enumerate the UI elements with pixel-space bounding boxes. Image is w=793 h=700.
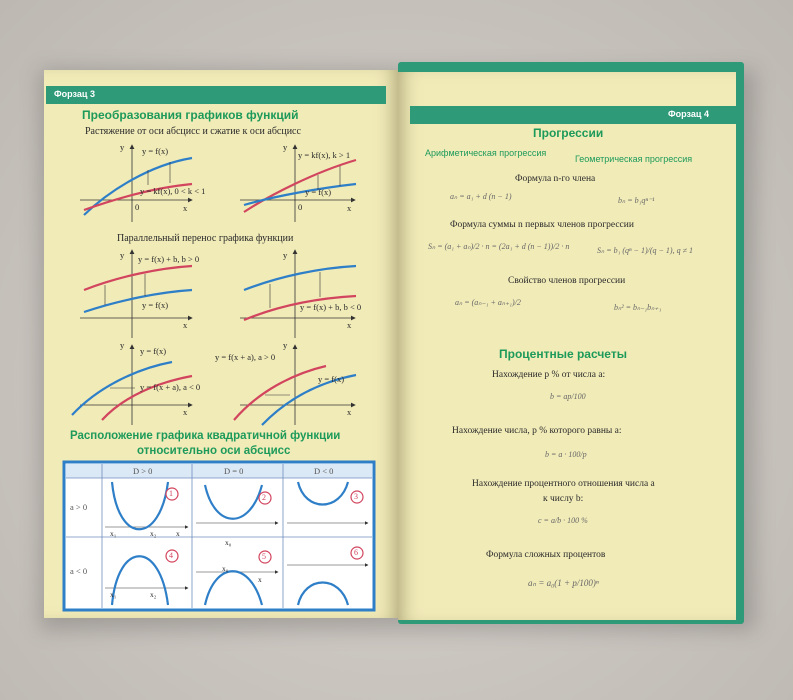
sum-arith: Sₙ = (a₁ + aₙ)/2 · n = (2a₁ + d (n − 1))/2 · n [428,242,570,251]
axis-o-2: 0 [298,202,303,212]
shift-subtitle: Параллельный перенос графика функции [117,233,294,244]
g3-label-2: y = f(x) [142,300,169,310]
row-a-neg: a < 0 [70,566,88,576]
axis-y-1: y [120,142,125,152]
col-d-pos: D > 0 [133,466,153,476]
axis-o-1: 0 [135,202,140,212]
pct-2-formula: b = a · 100/p [545,450,587,459]
col-d-zero: D = 0 [224,466,244,476]
g6-label-2: y = f(x) [318,374,345,384]
num-2: 2 [262,493,266,502]
axis-y-2: y [283,142,288,152]
pct-4-title: Формула сложных процентов [486,550,606,560]
right-header-label: Форзац 4 [668,109,709,119]
root-x1-b: x₁ [110,590,117,599]
g4-label-1: y = f(x) + b, b < 0 [300,302,362,312]
axis-x-1: x [183,203,188,213]
root-x2-b: x₂ [150,590,157,599]
left-header-label: Форзац 3 [54,89,95,99]
arith-title: Арифметическая прогрессия [425,148,547,158]
axis-x-4: x [347,320,352,330]
pct-1-formula: b = ap/100 [550,392,586,401]
axis-y-5: y [120,340,125,350]
percent-title: Процентные расчеты [499,347,627,361]
axis-y-6: y [283,340,288,350]
root-x-b: x [258,575,262,584]
geom-title: Геометрическая прогрессия [575,154,693,164]
root-x2-a: x₂ [150,529,157,538]
pct-1-title: Нахождение p % от числа a: [492,370,606,380]
quadratic-title-1: Расположение графика квадратичной функции [70,430,341,442]
g6-label-1: y = f(x + a), a > 0 [215,352,276,362]
quadratic-title-2: относительно оси абсцисс [137,445,291,457]
num-5: 5 [262,552,266,561]
nth-geom: bₙ = b₁qⁿ⁻¹ [618,196,655,205]
left-title: Преобразования графиков функций [82,108,299,122]
stretch-subtitle: Растяжение от оси абсцисс и сжатие к оси абсцисс [85,126,301,137]
axis-x-6: x [347,407,352,417]
root-x0-b: x₀ [222,564,229,573]
axis-y-4: y [283,250,288,260]
graph-shift-down [240,250,356,338]
g2-label-1: y = kf(x), k > 1 [298,150,351,160]
row-a-pos: a > 0 [70,502,88,512]
pct-3-formula: c = a/b · 100 % [538,516,588,525]
g5-label-1: y = f(x) [140,346,167,356]
num-1: 1 [169,489,173,498]
root-x-a: x [176,529,180,538]
pct-4-formula: aₙ = a₀(1 + p/100)ⁿ [528,578,599,588]
sum-title: Формула суммы n первых членов прогрессии [450,220,634,230]
root-x0-a: x₀ [225,538,232,547]
nth-arith: aₙ = a₁ + d (n − 1) [450,192,512,201]
axis-x-2: x [347,203,352,213]
pct-2-title: Нахождение числа, p % которого равны a: [452,426,622,436]
g5-label-2: y = f(x + a), a < 0 [140,382,201,392]
pct-3-title-a: Нахождение процентного отношения числа a [472,479,655,489]
prop-arith: aₙ = (aₙ₋₁ + aₙ₊₁)/2 [455,298,521,307]
axis-y-3: y [120,250,125,260]
g1-label-1: y = f(x) [142,146,169,156]
g1-label-2: y = kf(x), 0 < k < 1 [140,186,206,196]
g2-label-2: y = f(x) [305,187,332,197]
num-4: 4 [169,551,173,560]
col-d-neg: D < 0 [314,466,334,476]
prop-geom: bₙ² = bₙ₋₁bₙ₊₁ [614,303,662,312]
root-x1-a: x₁ [110,529,117,538]
nth-title: Формула n-го члена [515,174,596,184]
axis-x-3: x [183,320,188,330]
pct-3-title-b: к числу b: [543,494,584,504]
progressions-title: Прогрессии [533,126,604,140]
num-3: 3 [354,492,358,501]
num-6: 6 [354,548,358,557]
sum-geom: Sₙ = b₁ (qⁿ − 1)/(q − 1), q ≠ 1 [597,246,693,255]
prop-title: Свойство членов прогрессии [508,276,626,286]
axis-x-5: x [183,407,188,417]
g3-label-1: y = f(x) + b, b > 0 [138,254,200,264]
